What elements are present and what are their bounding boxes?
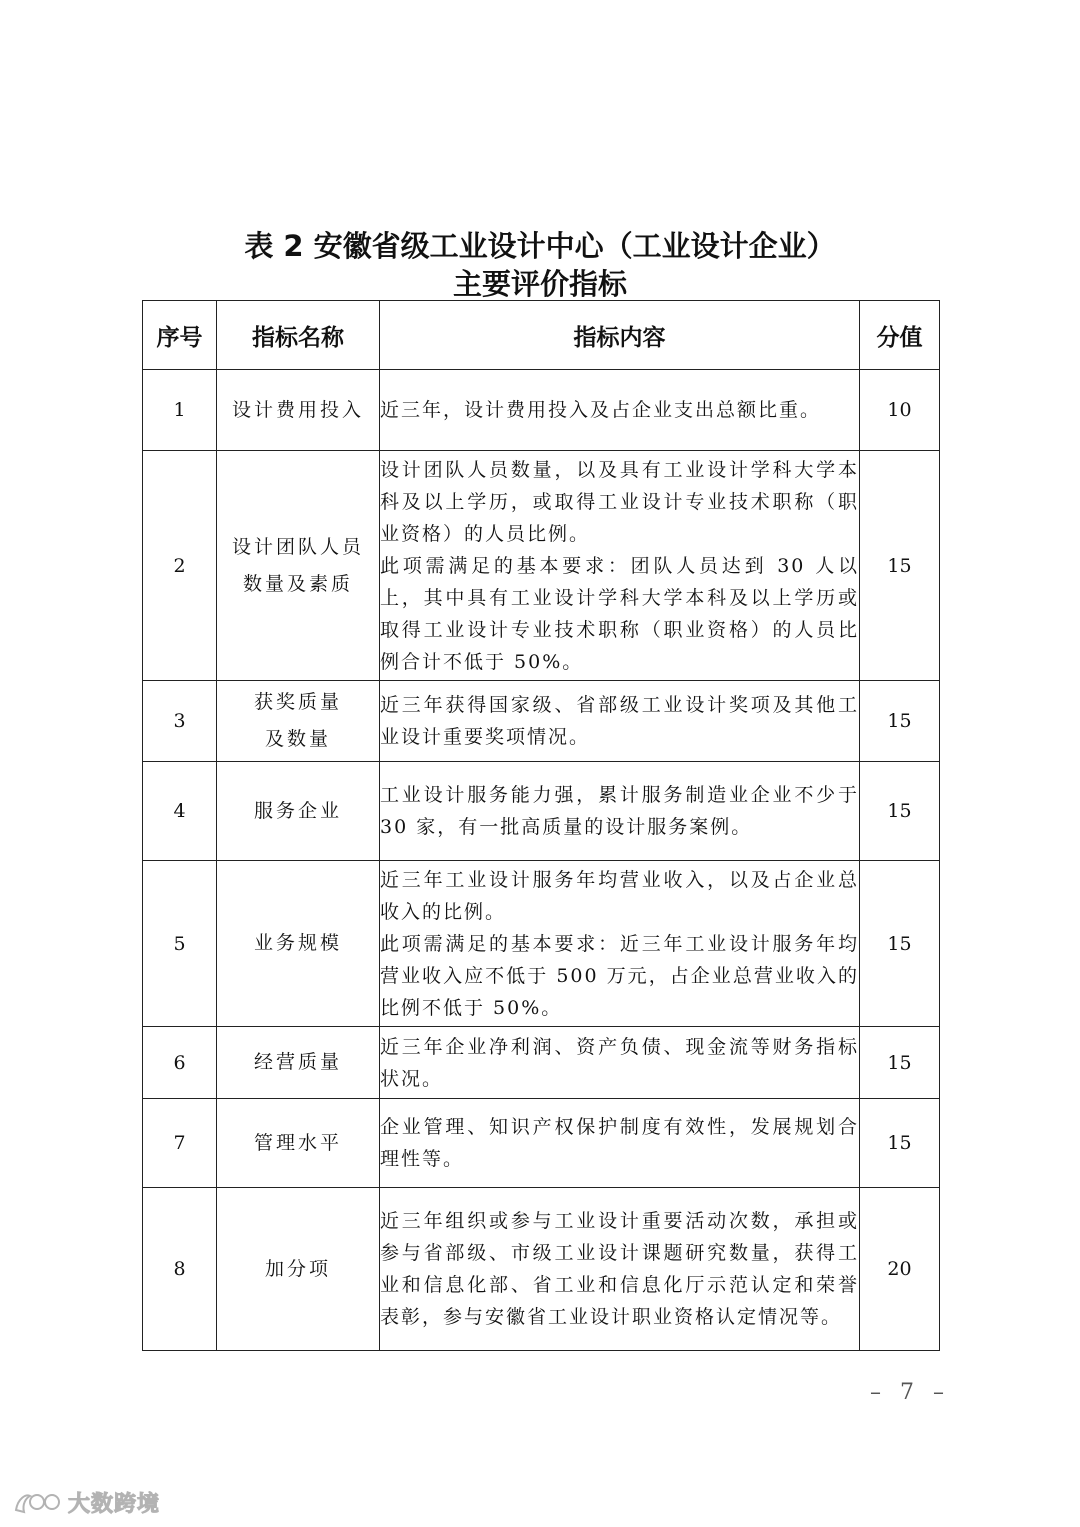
row-content: 近三年工业设计服务年均营业收入，以及占企业总收入的比例。 此项需满足的基本要求：近三年工业设计服务年均营业收入应不低于 500 万元，占企业总营业收入的比例不低于 50%。 [380,861,860,1027]
page-title: 表 2 安徽省级工业设计中心（工业设计企业） [244,229,836,263]
watermark-text: 大数跨境 [68,1491,161,1517]
watermark [12,1486,160,1518]
row-name: 业务规模 [217,861,380,1027]
watermark-logo-icon [12,1488,62,1516]
row-content: 企业管理、知识产权保护制度有效性，发展规划合理性等。 [380,1099,860,1188]
header-indicator-content: 指标内容 [380,301,860,370]
row-index: 5 [143,861,217,1027]
row-index: 3 [143,681,217,762]
evaluation-table [142,300,940,1351]
row-score: 15 [860,681,940,762]
table-row [143,370,940,451]
row-content: 近三年，设计费用投入及占企业支出总额比重。 [380,370,860,451]
header-index: 序号 [143,301,217,370]
row-score: 15 [860,1099,940,1188]
table-row [143,681,940,762]
row-content: 近三年组织或参与工业设计重要活动次数，承担或参与省部级、市级工业设计课题研究数量，获得工业和信息化部、省工业和信息化厅示范认定和荣誉表彰，参与安徽省工业设计职业资格认定情况等。 [380,1188,860,1351]
row-index: 2 [143,451,217,681]
row-index: 1 [143,370,217,451]
row-content: 工业设计服务能力强，累计服务制造业企业不少于 30 家，有一批高质量的设计服务案例。 [380,762,860,861]
table-row [143,861,940,1027]
row-name: 加分项 [217,1188,380,1351]
row-score: 15 [860,1027,940,1099]
row-index: 8 [143,1188,217,1351]
page-subtitle: 主要评价指标 [452,267,627,301]
page-number: – 7 – [870,1380,950,1405]
row-content: 设计团队人员数量，以及具有工业设计学科大学本科及以上学历，或取得工业设计专业技术职称（职业资格）的人员比例。 此项需满足的基本要求：团队人员达到 30 人以上，其中具有工业设计学科大学本科及以上学历或取得工业设计专业技术职称（职业资格）的人员比例合计不低于 50%。 [380,451,860,681]
row-score: 10 [860,370,940,451]
row-name: 经营质量 [217,1027,380,1099]
row-score: 15 [860,451,940,681]
row-name: 设计团队人员 数量及素质 [217,451,380,681]
table-row [143,762,940,861]
row-name: 获奖质量 及数量 [217,681,380,762]
row-name: 管理水平 [217,1099,380,1188]
row-index: 4 [143,762,217,861]
row-index: 6 [143,1027,217,1099]
table-header-row [143,301,940,370]
header-indicator-name: 指标名称 [217,301,380,370]
row-score: 20 [860,1188,940,1351]
table-row [143,1188,940,1351]
row-index: 7 [143,1099,217,1188]
header-score: 分值 [860,301,940,370]
table-row [143,1027,940,1099]
row-name: 设计费用投入 [217,370,380,451]
table-row [143,1099,940,1188]
row-name: 服务企业 [217,762,380,861]
table-row [143,451,940,681]
row-content: 近三年获得国家级、省部级工业设计奖项及其他工业设计重要奖项情况。 [380,681,860,762]
row-score: 15 [860,861,940,1027]
row-content: 近三年企业净利润、资产负债、现金流等财务指标状况。 [380,1027,860,1099]
row-score: 15 [860,762,940,861]
